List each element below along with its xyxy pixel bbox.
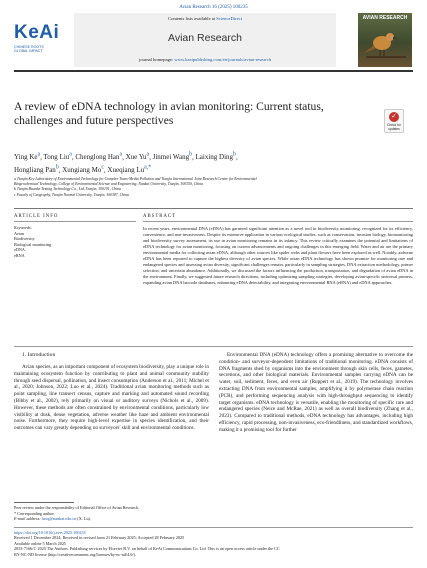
affiliation-line: a Tianjin Key Laboratory of Environmental Technology for Complex Trans-Media Pollution and Tianjin International Joint Research Center for Environmental (14, 177, 257, 181)
bird-cover-illustration (358, 13, 412, 67)
history-dates: Received 1 December 2024; Received in revised form 21 February 2025; Accepted 28 February 2025 (14, 535, 185, 541)
cover-title: AVIAN RESEARCH (362, 15, 408, 21)
info-divider (14, 221, 136, 222)
journal-title: Avian Research (168, 32, 242, 44)
sciencedirect-link[interactable]: ScienceDirect (216, 16, 242, 21)
article-info-heading: ARTICLE INFO (14, 214, 59, 219)
keyword: Avian (14, 231, 24, 236)
corresponding-note: * Corresponding author. (14, 510, 55, 516)
logo-name: KeAi (14, 22, 60, 43)
header-rule (14, 70, 413, 72)
affiliation-line: c Faculty of Geography, Tianjin Normal University, Tianjin, 300387, China (14, 192, 129, 197)
affiliation-line: Biogeochemical Technology, College of Environmental Science and Engineering, Nankai University, Tianjin, 300350, China (14, 182, 204, 187)
article-title (14, 100, 344, 128)
email-link[interactable]: luxq@nankai.edu.cn (41, 516, 77, 522)
peer-review-note: Peer review under the responsibility of Editorial Office of Avian Research. (14, 505, 140, 510)
author[interactable]: Jinmei Wang$^b$ (152, 152, 192, 162)
author[interactable]: Tong Liu$^a$ (43, 152, 72, 162)
keyword: Biological monitoring (14, 241, 52, 247)
keywords-label: Keywords: (14, 225, 32, 230)
license-line: 2053-7166/© 2025 The Authors. Publishing services by Elsevier B.V. on behalf of KeAi Communications Co. Ltd. This is an open access article under the CC (14, 546, 280, 552)
author[interactable]: Ying Ke$^a$ (14, 152, 41, 162)
email-note: E-mail address: luxq@nankai.edu.cn (X. Lu). (14, 516, 91, 522)
title-line: challenges and future perspectives (14, 114, 174, 127)
keyword-list (14, 231, 51, 258)
author-list: Ying Ke$^a$, Tong Liu$^a$, Chenglong Han$^a$, Xue Yu$^a$, Jinmei Wang$^b$, Laixing Ding$^b$, Hongliang Pan$^b$, Xungiang Mo$^c$, Xueqiang $Lu^{a,*}$ (14, 152, 238, 175)
abstract-text: In recent years, environmental DNA (eDNA) has garnered significant attention as a novel tool in biodiversity monitoring, recognized for its efficiency, convenience, and non-invasiveness. Despite its extensive application in various ecological studies, such as conservation, invasion biology, biomonitoring and biodiversity survey assessment, its use in avian monitoring remains in its infancy. This review critically examines the potential and limitations of eDNA technology for avian monitoring, focusing on current advancements and ongoing challenges in this emerging field. Water and air are the primary environmental media for collecting avian eDNA, although other sources like spider webs and plant flowers have been explored as well. Notably, airborne eDNA has been reported to capture the highest diversity of avian species. While avian eDNA technology has shown promise for monitoring rare and endangered species and assessing avian diversity, significant challenges remain, particularly in sampling strategies, DNA extraction methodology, primer selection, and uncertain abundance. Additionally, we discussed the factors influencing the production, transportation, and degradation of avian eDNA in the environment. Finally, we suggested future research directions, including optimizing sampling strategies, developing avian-specific universal primers, expanding avian DNA barcode databases, enhancing eDNA detectability, and integrating environmental RNA (eRNA) and eDNA approaches. (143, 226, 413, 286)
left-column (14, 364, 209, 432)
contents-prefix: Contents lists available at (168, 16, 217, 21)
author[interactable]: Xue Yu$^a$ (125, 152, 150, 162)
license-line: BY-NC-ND license (http://creativecommons.org/licenses/by-nc-nd/4.0/). (14, 551, 136, 557)
introduction-heading: 1. Introduction (22, 352, 56, 358)
author[interactable]: Xueqiang $Lu^{a,*}$ (107, 164, 152, 175)
logo-sub-line: GLOBAL IMPACT (14, 49, 43, 54)
abstract-end-rule (14, 346, 413, 347)
intro-paragraph: Environmental DNA (eDNA) technology offers a promising alternative to overcome the condition- and surveyor-dependent limitations of traditional monitoring. eDNA consists of DNA fragments shed by organisms into the environment through skin cells, feces, gametes, secretions, and other biological materials. Environmental samples carrying eDNA can be water, soil, sediment, feces, and even air (Ruppert et al., 2019). The technology involves extracting DNA from environmental samples, amplifying it by polymerase chain reaction (PCR), and performing sequencing analysis with high-throughput sequencing to identify target organisms. eDNA technology is versatile, enabling the monitoring of specific rare and endangered species (Neice and McRae, 2021) as well as overall biodiversity (Zhang et al., 2023). Compared to traditional methods, eDNA technology has advantages, including high efficiency, rapid processing, non-invasiveness, eco-friendliness, and standardized workflows, making it a promising tool for further (219, 352, 413, 433)
check-icon: ✓ (389, 112, 399, 122)
logo-subtitle (14, 45, 59, 53)
footnote-rule (14, 502, 74, 503)
homepage-link[interactable]: www.keaipublishing.com/en/journals/avian-research (174, 57, 272, 62)
journal-reference[interactable]: Avian Research 16 (2025) 100235 (179, 5, 248, 10)
publisher-logo (14, 22, 59, 53)
title-line: A review of eDNA technology in avian monitoring: Current status, (14, 100, 324, 113)
logo-sub-line: CHINESE ROOTS (14, 45, 44, 49)
journal-homepage (74, 57, 336, 62)
footer-rule (14, 527, 413, 528)
check-for-updates-label: Check for updates (387, 123, 401, 131)
footnotes (14, 505, 314, 522)
author[interactable]: Hongliang Pan$^b$ (14, 164, 59, 175)
abstract-divider (143, 221, 413, 222)
affiliations (14, 177, 414, 198)
keyword: Biodiversity (14, 236, 35, 242)
author[interactable]: Chenglong Han$^a$ (75, 152, 123, 162)
intro-paragraph: Avian species, as an important component of ecosystem biodiversity, play a unique role in maintaining ecosystem function by contributing to plant and animal community stability through seed dispersal, pollination, and insect consumption (Anderson et al., 2011; Michel et al., 2020; Johnson, 2022; Luo et al., 2024). Traditional avian monitoring methods such as point sampling, line transect census, capture and marking and automated sound recording (Bibby et al., 2002), rely primarily on visual or auditory surveys (Nichols et al., 2009). However, these methods are often constrained by environmental conditions, particularly low visibility at dusk, dense vegetation, adverse weather like haze and ambient environmental noise. Furthermore, they require high-level expertise in species identification, and their outcomes can vary greatly depending on surveyors' skill and environmental conditions. (14, 364, 209, 432)
online-date: Available online 5 March 2025 (14, 540, 67, 546)
keyword: eRNA (14, 252, 25, 258)
check-for-updates-badge[interactable] (384, 109, 404, 133)
right-column (219, 352, 413, 434)
author[interactable]: Xungiang Mo$^c$ (62, 164, 104, 175)
article-history (14, 530, 413, 557)
homepage-prefix: journal homepage: (138, 57, 175, 62)
journal-cover-image[interactable] (358, 13, 412, 67)
keyword: eDNA (14, 247, 25, 253)
section-rule (14, 208, 413, 209)
author[interactable]: Laixing Ding$^b$ (195, 152, 236, 162)
doi-link[interactable]: https://doi.org/10.1016/j.avrs.2025.100235 (14, 530, 86, 535)
affiliation-line: b Tianjin Huanke Testing Technology Co., Ltd, Tianjin, 300191, China (14, 187, 121, 192)
abstract-heading: ABSTRACT (143, 214, 177, 219)
contents-line (74, 16, 336, 21)
